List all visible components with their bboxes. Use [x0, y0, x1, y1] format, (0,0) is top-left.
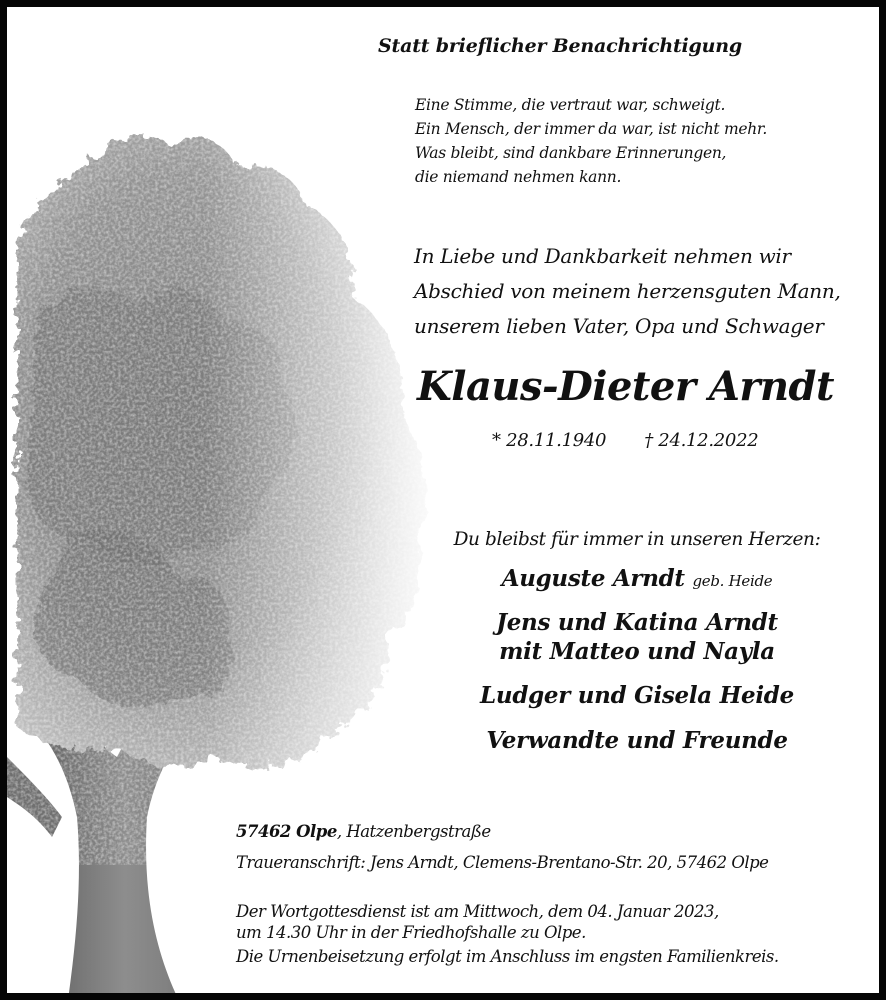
family-section: [427, 527, 847, 757]
death-date: † 24.12.2022: [644, 430, 759, 451]
farewell-intro: [414, 239, 841, 344]
birth-date: * 28.11.1940: [492, 430, 607, 451]
notice-header: Statt brieflicher Benachrichtigung: [378, 35, 742, 57]
family-member: mit Matteo und Nayla: [499, 638, 775, 665]
intro-line: Abschied von meinem herzensguten Mann,: [414, 279, 841, 303]
family-intro: Du bleibst für immer in unseren Herzen:: [453, 529, 821, 550]
residence-street: , Hatzenbergstraße: [336, 822, 491, 841]
intro-line: unserem lieben Vater, Opa und Schwager: [414, 314, 824, 338]
poem-line: die niemand nehmen kann.: [415, 168, 622, 186]
service-line: Der Wortgottesdienst ist am Mittwoch, dem 04. Januar 2023,: [236, 902, 719, 921]
family-member-name: Auguste Arndt: [501, 565, 685, 592]
residence-city: 57462 Olpe: [236, 822, 337, 841]
service-line: Die Urnenbeisetzung erfolgt im Anschluss im engsten Familienkreis.: [236, 947, 779, 966]
family-member: [427, 563, 847, 597]
poem-line: Ein Mensch, der immer da war, ist nicht mehr.: [415, 120, 767, 138]
intro-line: In Liebe und Dankbarkeit nehmen wir: [414, 244, 791, 268]
poem-line: Was bleibt, sind dankbare Erinnerungen,: [415, 144, 727, 162]
mourning-address: Traueranschrift: Jens Arndt, Clemens-Brentano-Str. 20, 57462 Olpe: [236, 853, 769, 872]
service-info: [236, 901, 779, 967]
family-member: Jens und Katina Arndt: [496, 609, 778, 636]
family-member: Verwandte und Freunde: [486, 727, 788, 754]
maiden-name-note: geb. Heide: [692, 572, 773, 590]
service-line: um 14.30 Uhr in der Friedhofshalle zu Olpe.: [236, 923, 586, 942]
residence-address: [236, 822, 491, 841]
poem: [415, 93, 767, 189]
poem-line: Eine Stimme, die vertraut war, schweigt.: [415, 96, 726, 114]
family-member: Ludger und Gisela Heide: [480, 682, 794, 709]
life-dates: [492, 430, 758, 451]
deceased-name: Klaus-Dieter Arndt: [417, 363, 834, 410]
